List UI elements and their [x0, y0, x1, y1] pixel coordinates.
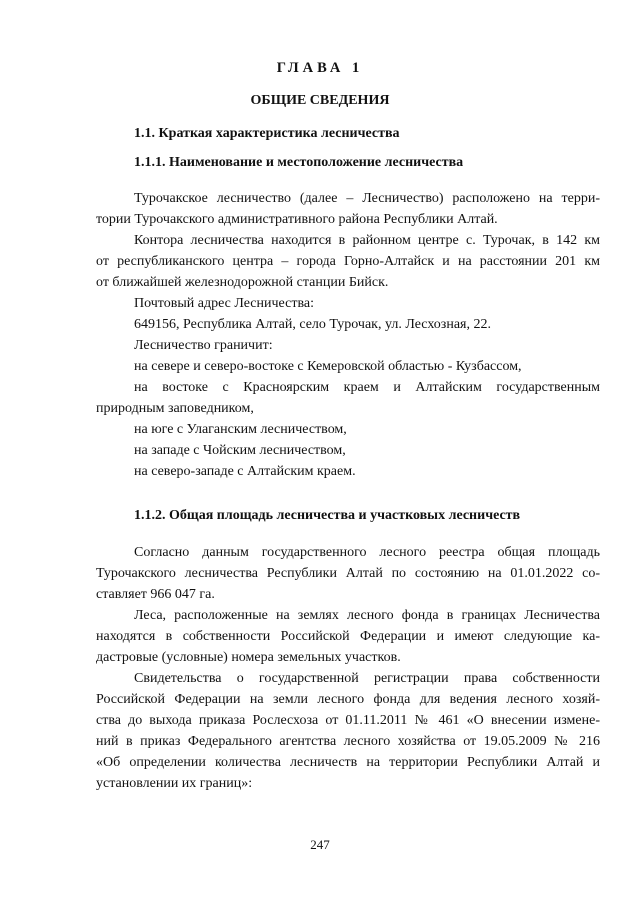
paragraph-line: установлении их границ»:	[96, 776, 253, 791]
paragraph-line: Турочакского лесничества Республики Алтай по состоянию на 01.01.2022 со-	[96, 566, 600, 581]
paragraph-line: Согласно данным государственного лесного реестра общая площадь	[134, 545, 600, 560]
paragraph-line: находятся в собственности Российской Федерации и имеют следующие ка-	[96, 629, 600, 644]
border-line: на западе с Чойским лесничеством,	[134, 443, 346, 458]
paragraph-line: Свидетельства о государственной регистрации права собственности	[134, 671, 600, 686]
heading-1-1: 1.1. Краткая характеристика лесничества	[134, 126, 400, 141]
paragraph-line: «Об определении количества лесничеств на территории Республики Алтай и	[96, 755, 600, 770]
page-number: 247	[310, 837, 330, 852]
postal-label: Почтовый адрес Лесничества:	[134, 296, 314, 311]
paragraph-line: ставляет 966 047 га.	[96, 587, 215, 602]
paragraph-line: Контора лесничества находится в районном центре с. Турочак, в 142 км	[134, 233, 600, 248]
section-title: ОБЩИЕ СВЕДЕНИЯ	[250, 93, 390, 108]
paragraph-line: Леса, расположенные на землях лесного фонда в границах Лесничества	[134, 608, 600, 623]
chapter-title: ГЛАВА 1	[276, 60, 364, 76]
heading-1-1-2: 1.1.2. Общая площадь лесничества и участковых лесничеств	[134, 508, 521, 523]
border-line: природным заповедником,	[96, 401, 254, 416]
paragraph-line: от ближайшей железнодорожной станции Бийск.	[96, 275, 389, 290]
paragraph-line: Турочакское лесничество (далее – Лесничество) расположено на терри-	[134, 191, 600, 206]
paragraph-line: тории Турочакского административного района Республики Алтай.	[96, 212, 498, 227]
border-line: на юге с Улаганским лесничеством,	[134, 422, 347, 437]
border-line: на северо-западе с Алтайским краем.	[134, 464, 356, 479]
heading-1-1-1: 1.1.1. Наименование и местоположение лесничества	[134, 155, 464, 170]
borders-label: Лесничество граничит:	[134, 338, 273, 353]
paragraph-line: Российской Федерации на земли лесного фонда для ведения лесного хозяй-	[96, 692, 600, 707]
paragraph-line: ний в приказ Федерального агентства лесного хозяйства от 19.05.2009 № 216	[96, 734, 600, 749]
paragraph-line: дастровые (условные) номера земельных участков.	[96, 650, 401, 665]
border-line: на востоке с Красноярским краем и Алтайским государственным	[134, 380, 600, 395]
postal-address: 649156, Республика Алтай, село Турочак, ул. Лесхозная, 22.	[134, 317, 491, 332]
paragraph-line: от республиканского центра – города Горно-Алтайск и на расстоянии 201 км	[96, 254, 600, 269]
paragraph-line: ства до выхода приказа Рослесхоза от 01.11.2011 № 461 «О внесении измене-	[96, 713, 600, 728]
border-line: на севере и северо-востоке с Кемеровской областью - Кузбассом,	[134, 359, 522, 374]
